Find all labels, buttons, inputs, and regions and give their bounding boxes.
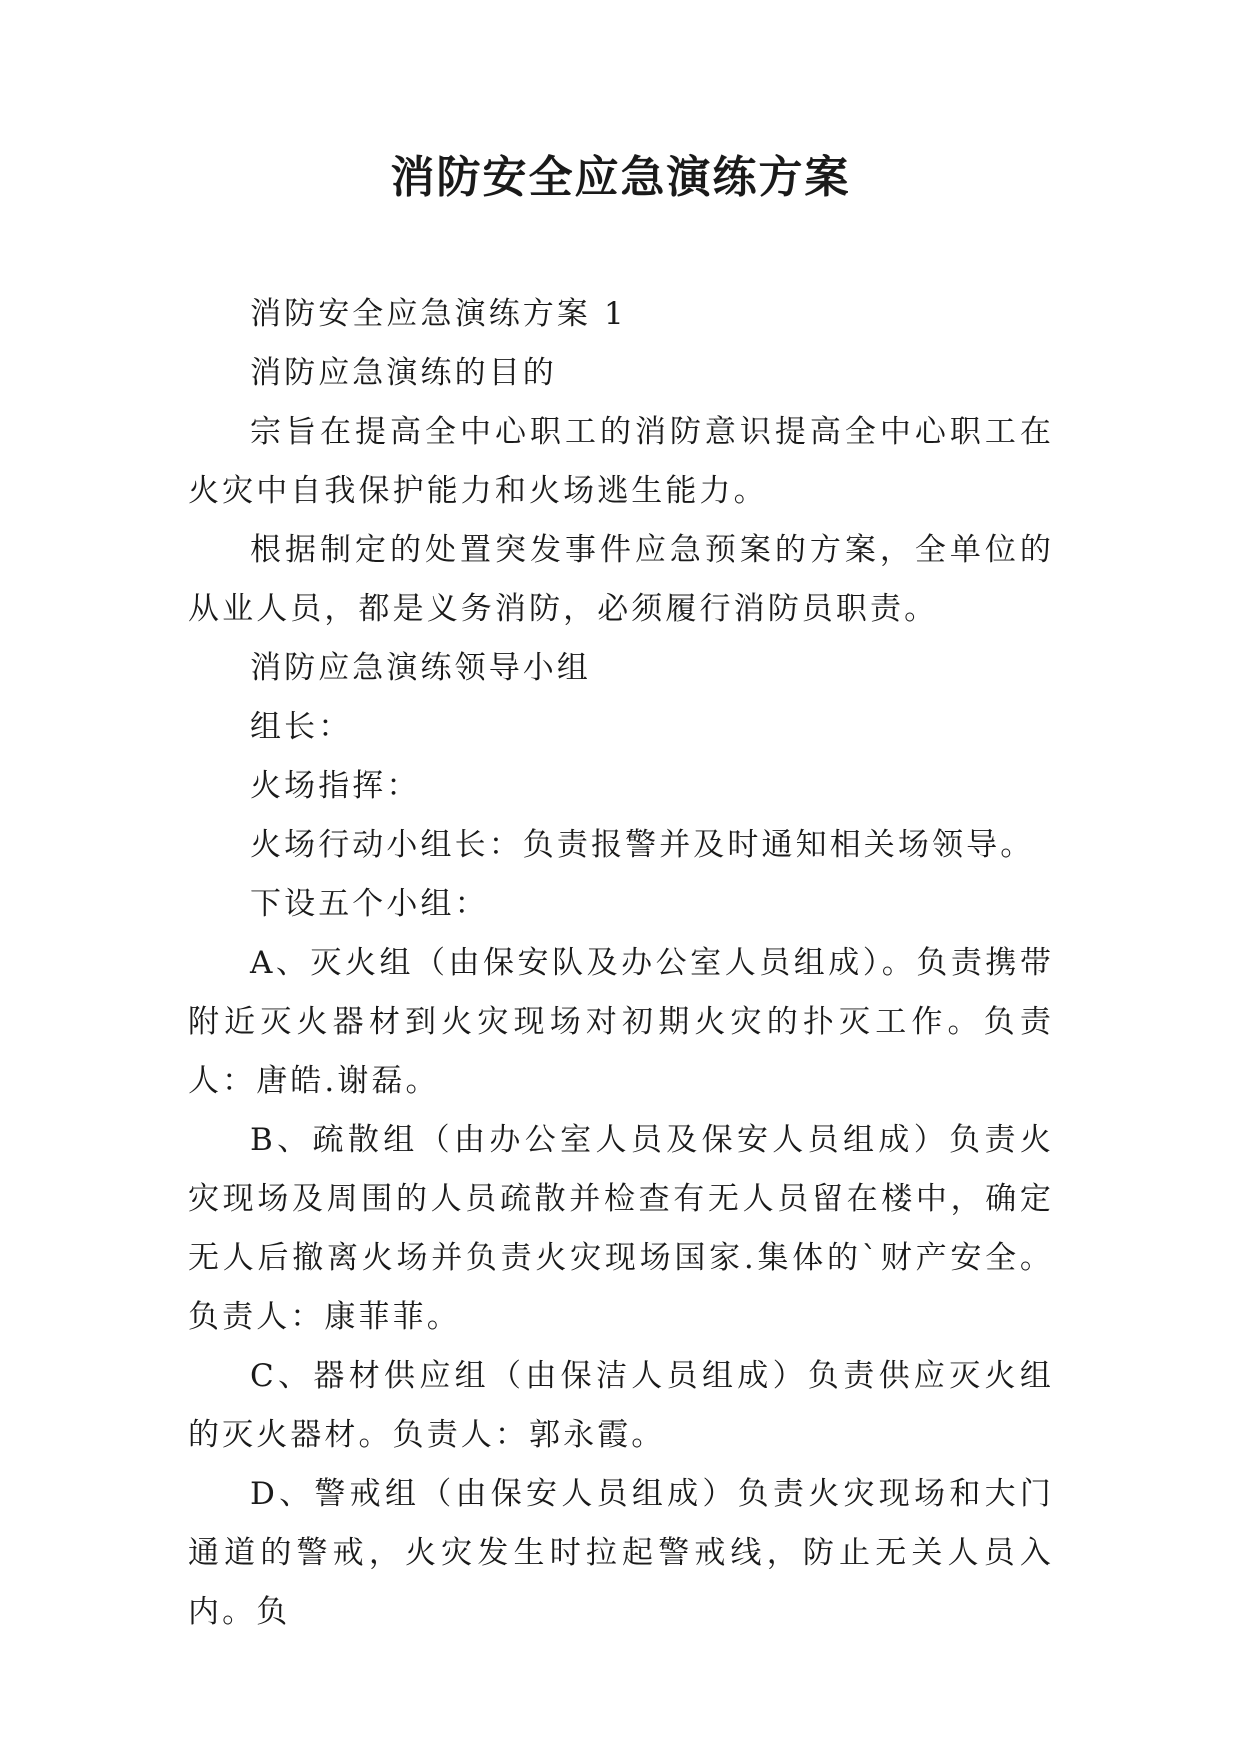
paragraph-heading-1: 消防安全应急演练方案 1 (250, 296, 627, 332)
paragraph-action-leader: 火场行动小组长：负责报警并及时通知相关场领导。 (250, 827, 1035, 863)
paragraph-section-leadership: 消防应急演练领导小组 (250, 650, 591, 686)
document-title: 消防安全应急演练方案 (390, 152, 851, 203)
paragraph-group-d: D、警戒组（由保安人员组成）负责火灾现场和大门通道的警戒，火灾发生时拉起警戒线，防止无关人员入内。负 (188, 1476, 1054, 1630)
paragraph-group-c: C、器材供应组（由保洁人员组成）负责供应灭火组的灭火器材。负责人：郭永霞。 (188, 1358, 1054, 1453)
paragraph-team-leader: 组长： (250, 709, 353, 745)
paragraph-group-b: B、疏散组（由办公室人员及保安人员组成）负责火灾现场及周围的人员疏散并检查有无人员留在楼中，确定无人后撤离火场并负责火灾现场国家.集体的`财产安全。负责人：康菲菲。 (188, 1122, 1054, 1335)
document-body (188, 285, 1054, 1642)
paragraph-group-a: A、灭火组（由保安队及办公室人员组成）。负责携带附近灭火器材到火灾现场对初期火灾的扑灭工作。负责人：唐皓.谢磊。 (188, 945, 1054, 1099)
paragraph-plan-text: 根据制定的处置突发事件应急预案的方案，全单位的从业人员，都是义务消防，必须履行消防员职责。 (188, 532, 1054, 627)
paragraph-fire-commander: 火场指挥： (250, 768, 421, 804)
paragraph-section-purpose: 消防应急演练的目的 (250, 355, 557, 391)
paragraph-subgroups-intro: 下设五个小组： (250, 886, 489, 922)
paragraph-purpose-text: 宗旨在提高全中心职工的消防意识提高全中心职工在火灾中自我保护能力和火场逃生能力。 (188, 414, 1054, 509)
